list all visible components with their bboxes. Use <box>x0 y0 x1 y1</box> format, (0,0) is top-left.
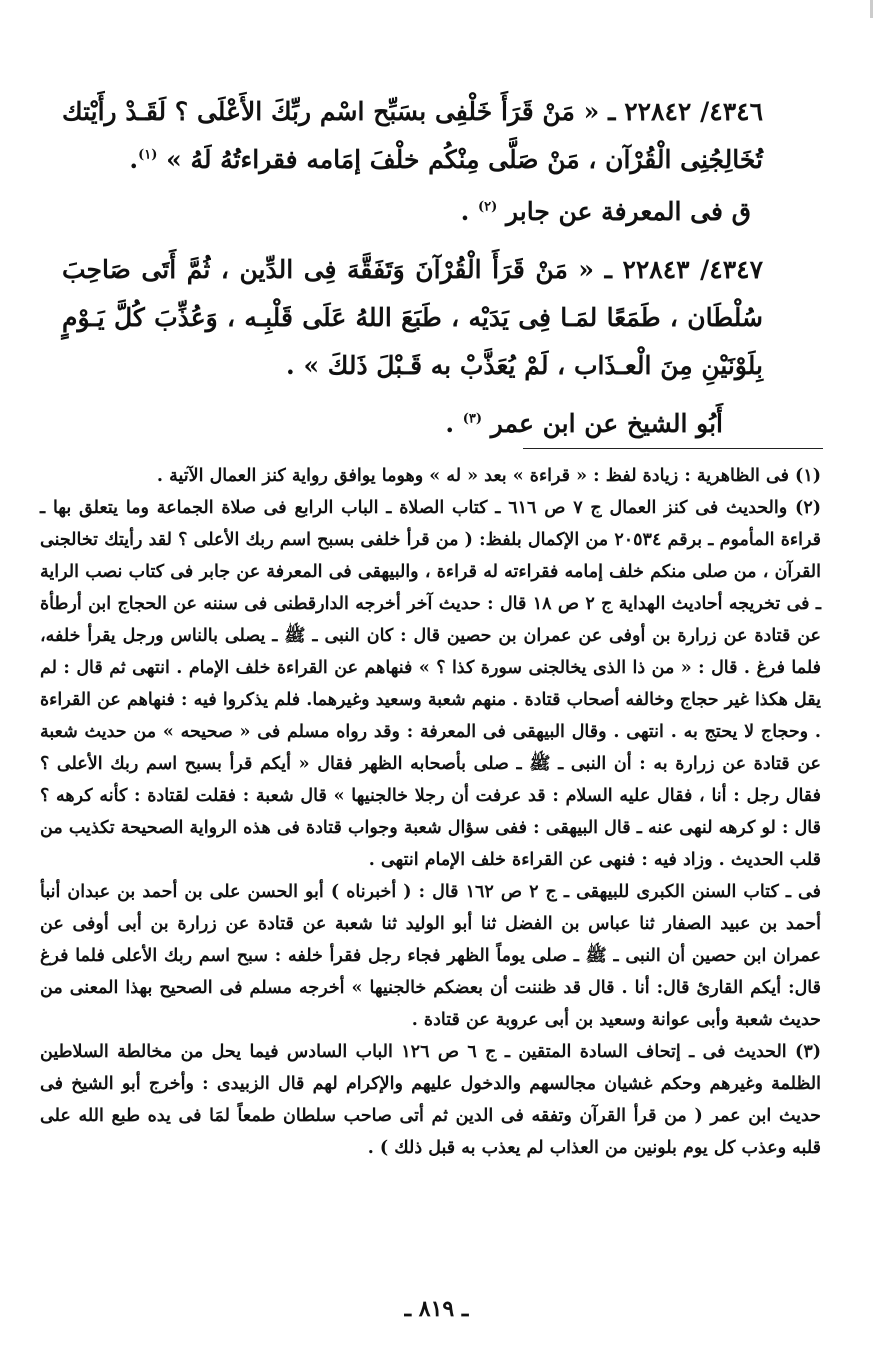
footnote-ref-2: (٢) <box>477 199 498 215</box>
page-number: ـ ٨١٩ ـ <box>404 1296 469 1322</box>
hadith-4346-source: ق فى المعرفة عن جابر $^{(٢)}$ . <box>460 197 751 226</box>
hadith-4347-source: أَبُو الشيخ عن ابن عمر $^{(٣)}$ . <box>445 409 723 438</box>
main-text <box>62 88 763 458</box>
footnote-divider <box>523 448 823 449</box>
hadith-4346-text: ٤٣٤٦/ ٢٢٨٤٢ ـ « مَنْ قَرَأَ خَلْفِى بسَبِّح اسْم ربِّكَ الأَعْلَى ؟ لَقَـدْ رأَيْتك تُخَالِجُنِى الْقُرْآن ، مَنْ صَلَّى مِنْكُم خلْفَ إمَامه فقراءتُهُ لَهُ » <box>62 97 763 174</box>
hadith-4347 <box>62 246 763 390</box>
footnote-1: (١) فى الظاهرية : زيادة لفظ : « قراءة » بعد « له » وهوما يوافق رواية كنز العمال الآتية . <box>156 466 821 486</box>
hadith-4346: ٤٣٤٦/ ٢٢٨٤٢ ـ « مَنْ قَرَأَ خَلْفِى بسَبِّح اسْم ربِّكَ الأَعْلَى ؟ لَقَـدْ رأَيْتك تُخَالِجُنِى الْقُرْآن ، مَنْ صَلَّى مِنْكُم خلْفَ إمَامه فقراءتُهُ لَهُ » $^{(١)}$. <box>62 97 763 174</box>
hadith-4346-source-text: ق فى المعرفة عن جابر <box>506 197 751 226</box>
footnote-ref-3: (٣) <box>462 411 483 427</box>
footnote-3: (٣) الحديث فى ـ إتحاف السادة المتقين ـ ج ٦ ص ١٢٦ الباب السادس فيما يحل من مخالطة السلاطين الظلمة وغيرهم وحكم غشيان مجالسهم والدخول عليهم والإكرام لهم قال الزبيدى : وأخرج أبو الشيخ فى حديث ابن عمر ( من قرأ القرآن وتفقه فى الدين ثم أتى صاحب سلطان طمعاً لمَا فى يده طبع الله على قلبه وعذب كل يوم بلونين من العذاب لم يعذب به قبل ذلك ) . <box>40 1042 821 1158</box>
hadith-4347-source-text: أَبُو الشيخ عن ابن عمر <box>490 409 723 438</box>
footnote-2a: (٢) والحديث فى كنز العمال ج ٧ ص ٦١٦ ـ كتاب الصلاة ـ الباب الرابع فى صلاة الجماعة وما يتعلق بها ـ قراءة المأموم ـ برقم ٢٠٥٣٤ من الإكمال بلفظ: ( من قرأ خلفى بسبح اسم ربك الأعلى ؟ لقد رأيتك تخالجنى القرآن ، من صلى منكم خلف إمامه فقراءته له قراءة ، والبيهقى فى المعرفة عن جابر فى كتاب نصب الراية ـ فى تخريجه أحاديث الهداية ج ٢ ص ١٨ قال : حديث آخر أخرجه الدارقطنى فى سننه عن الحجاج ابن أرطأة عن قتادة عن زرارة بن أوفى عن عمران بن حصين قال : كان النبى ـ ﷺ ـ يصلى بالناس ورجل يقرأ خلفه، فلما فرغ . قال : « من ذا الذى يخالجنى سورة كذا ؟ » فنهاهم عن القراءة خلف الإمام . انتهى ثم قال : لم يقل هكذا غير حجاج وخالفه أصحاب قتادة . منهم شعبة وسعيد وغيرهما. فلم يذكروا فيه : فنهاهم عن القراءة . وحجاج لا يحتج به . انتهى . وقال البيهقى فى المعرفة : وقد رواه مسلم فى « صحيحه » من حديث شعبة عن قتادة عن زرارة به : أن النبى ـ ﷺ ـ صلى بأصحابه الظهر فقال « أيكم قرأ بسبح اسم ربك الأعلى ؟ فقال رجل : أنا ، فقال عليه السلام : قد عرفت أن رجلا خالجنيها » قال شعبة : فقلت لقتادة : كأنه كرهه ؟ قال : لو كرهه لنهى عنه ـ قال البيهقى : ففى سؤال شعبة وجواب قتادة فى هذه الرواية الصحيحة تكذيب من قلب الحديث . وزاد فيه : فنهى عن القراءة خلف الإمام انتهى . <box>40 498 821 870</box>
footnote-ref-1: (١) <box>138 147 158 163</box>
hadith-4347-text: ٤٣٤٧/ ٢٢٨٤٣ ـ « مَنْ قَرَأَ الْقُرْآنَ وَتَفَقَّهَ فِى الدِّين ، ثُمَّ أَتَى صَاحِبَ سُلْطَان ، طَمَعًا لمَـا فِى يَدَيْه ، طَبَعَ اللهُ عَلَى قَلْبِـه ، وَعُذِّبَ كُلَّ يَـوْمٍ بِلَوْنَيْنِ مِنَ الْعـذَاب ، لَمْ يُعَذَّبْ به قَـبْلَ ذَلكَ » . <box>62 255 763 380</box>
footnote-2b: فى ـ كتاب السنن الكبرى للبيهقى ـ ج ٢ ص ١٦٢ قال : ( أخبرناه ) أبو الحسن على بن أحمد بن عبدان أنبأ أحمد بن عبيد الصفار ثنا عباس بن الفضل ثنا أبو الوليد ثنا شعبة عن قتادة عن زرارة بن أبى أوفى عن عمران ابن حصين أن النبى ـ ﷺ ـ صلى يوماً الظهر فجاء رجل فقرأ خلفه : سبح اسم ربك الأعلى فلما فرغ قال: أيكم القارئ قال: أنا . قال قد ظننت أن بعضكم خالجنيها » أخرجه مسلم فى الصحيح بهذا المعنى من حديث شعبة وأبى عوانة وسعيد بن أبى عروبة عن قتادة . <box>40 882 821 1030</box>
footnotes <box>40 460 821 1164</box>
